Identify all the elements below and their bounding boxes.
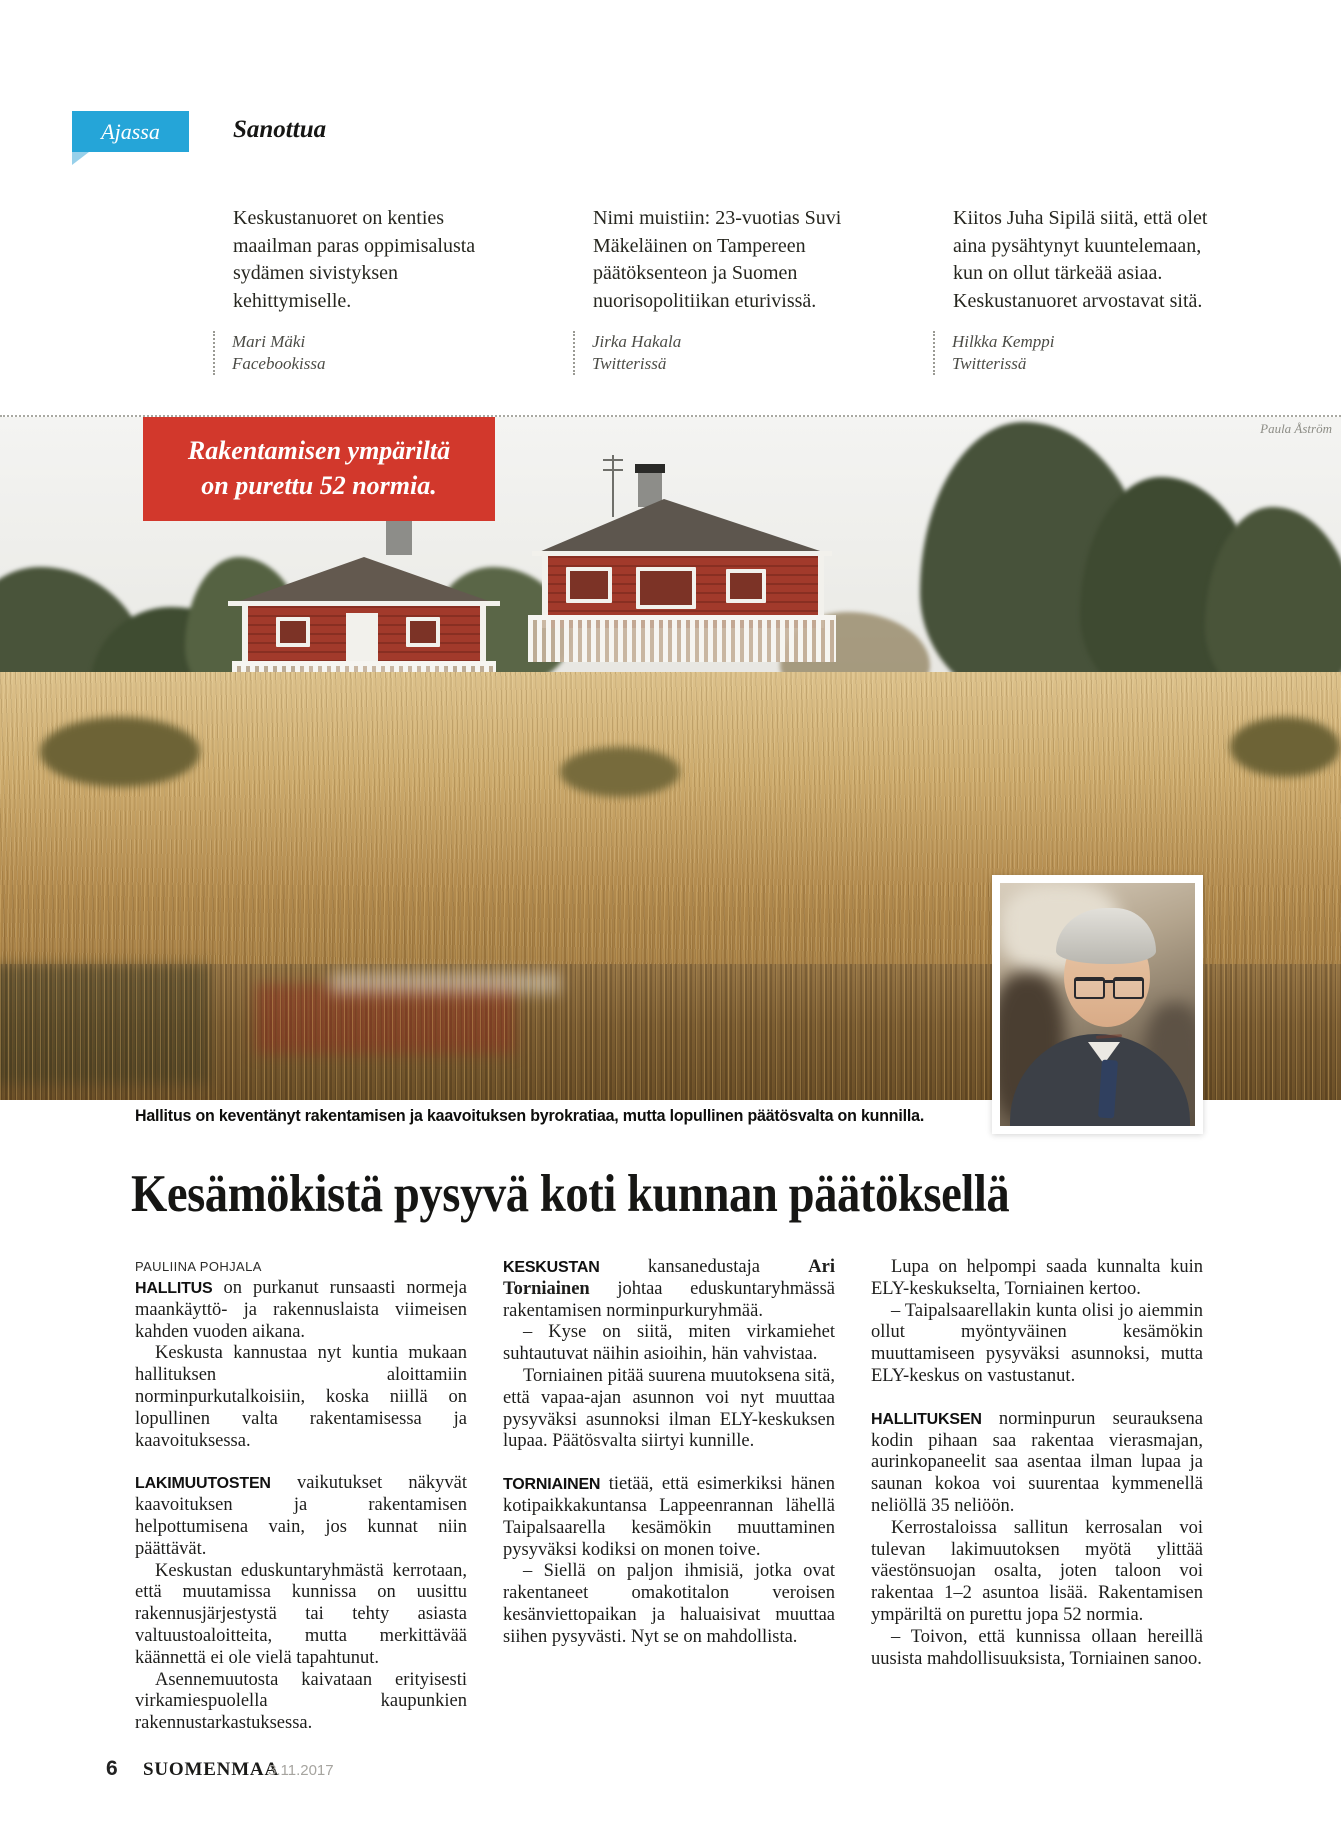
corner-board <box>480 606 486 666</box>
shrub <box>1230 717 1340 777</box>
article-byline: PAULIINA POHJALA <box>135 1259 262 1274</box>
corner-board <box>242 606 248 666</box>
article-paragraph: Keskustan eduskuntaryhmästä kerrotaan, että muutamissa kunnissa on uusittu rakennusjärjestystä tai tehty asiasta valtuustoaloitteita, mutta merkittävää käännettä ei ole vielä tapahtunut. <box>135 1560 467 1668</box>
shrub <box>40 717 200 787</box>
window <box>406 617 440 647</box>
article-column-1 <box>135 1257 467 1735</box>
photo-caption: Hallitus on keventänyt rakentamisen ja kaavoituksen byrokratiaa, mutta lopullinen päätösvalta on kunnilla. <box>135 1106 925 1125</box>
quote-text: Kiitos Juha Sipilä siitä, että olet aina pysähtynyt kuuntelemaan, kun on ollut tärkeää asiaa. Keskustanuoret arvostavat sitä. <box>953 207 1208 312</box>
quote-text: Keskustanuoret on kenties maailman paras oppimisalusta sydämen sivistyksen kehittymiselle. <box>233 207 476 312</box>
glasses <box>1074 977 1146 997</box>
quote-attribution <box>573 331 865 375</box>
door <box>346 613 378 666</box>
window <box>636 567 696 609</box>
quote-source: Facebookissa <box>232 354 326 373</box>
article-paragraph: Lupa on helpompi saada kunnalta kuin ELY-keskukselta, Torniainen kertoo. <box>871 1257 1203 1299</box>
article-headline: Kesämökistä pysyvä koti kunnan päätöksellä <box>131 1165 1010 1223</box>
red-cottage-left <box>238 535 490 687</box>
glasses-lens <box>1074 977 1105 999</box>
roof <box>532 499 832 555</box>
quote-source: Twitterissä <box>592 354 667 373</box>
pull-quote-line2: on purettu 52 normia. <box>201 471 437 500</box>
quote-author: Jirka Hakala <box>592 332 682 351</box>
article-paragraph: – Taipalsaarellakin kunta olisi jo aiemmin ollut myöntyväinen kesämökin muuttamiseen pysyväksi asunnoksi, mutta ELY-keskus on vastustanut. <box>871 1300 1203 1386</box>
article-paragraph: Keskusta kannustaa nyt kuntia mukaan hallituksen aloittamiin norminpurkutalkoisiin, koska niillä on lopullinen valta rakentamisessa ja kaavoituksessa. <box>135 1343 467 1451</box>
article-paragraph: KESKUSTAN kansanedustaja Ari Torniainen johtaa eduskuntaryhmässä rakentamisen norminpurkuryhmää. <box>503 1257 835 1321</box>
window <box>726 569 766 603</box>
photo-credit: Paula Åström <box>1260 421 1332 436</box>
glasses-bridge <box>1103 980 1113 983</box>
window <box>566 567 612 603</box>
section-tab-label: Ajassa <box>101 118 160 144</box>
window <box>276 617 310 647</box>
quote-author: Hilkka Kemppi <box>952 332 1055 351</box>
quote-attribution <box>933 331 1225 375</box>
glasses-lens <box>1113 977 1144 999</box>
red-cottage-right <box>540 487 825 692</box>
roof <box>228 557 500 605</box>
article-paragraph: – Siellä on paljon ihmisiä, jotka ovat rakentaneet omakotitalon veroisen kesänviettopaikan ja haluaisivat muuttaa siihen pysyvästi. Nyt se on mahdollista. <box>503 1561 835 1647</box>
article-column-2 <box>503 1257 835 1649</box>
quote-author: Mari Mäki <box>232 332 306 351</box>
portrait-inset-photo <box>992 875 1203 1134</box>
article-paragraph: – Toivon, että kunnissa ollaan hereillä uusista mahdollisuuksista, Torniainen sanoo. <box>871 1626 1203 1669</box>
article-paragraph: HALLITUKSEN norminpurun seurauksena kodin pihaan saa rakentaa vierasmajan, aurinkopaneelit saa asentaa ilman lupaa ja saunan kokoa voi suurentaa kymmenellä neliöllä 35 neliöön. <box>871 1408 1203 1516</box>
quote-item <box>593 205 865 375</box>
quote-item <box>953 205 1225 375</box>
photo-pull-quote <box>143 417 495 521</box>
article-column-3 <box>871 1257 1203 1670</box>
quote-attribution <box>213 331 505 375</box>
section-tab <box>72 111 189 152</box>
article-paragraph: HALLITUS on purkanut runsaasti normeja maankäyttö- ja rakennuslaista viimeisen kahden vuoden aikana. <box>135 1278 467 1342</box>
section-title: Sanottua <box>233 116 327 143</box>
chimney <box>386 519 412 555</box>
article-paragraph: Torniainen pitää suurena muutoksena sitä, että vapaa-ajan asunnon voi nyt muuttaa pysyväksi asunnoksi ilman ELY-keskuksen lupaa. Päätösvalta siirtyi kunnille. <box>503 1365 835 1452</box>
article-paragraph: TORNIAINEN tietää, että esimerkiksi hänen kotipaikkakuntansa Lappeenrannan lähellä Taipalsaarella kesämökin muuttaminen pysyväksi kodiksi on monen toive. <box>503 1474 835 1560</box>
article-paragraph: LAKIMUUTOSTEN vaikutukset näkyvät kaavoituksen ja rakentamisen helpottumisena vain, jos kunnat niin päättävät. <box>135 1473 467 1559</box>
pull-quote-line1: Rakentamisen ympäriltä <box>187 436 451 465</box>
quote-source: Twitterissä <box>952 354 1027 373</box>
article-paragraph: – Kyse on siitä, miten virkamiehet suhtautuvat näihin asioihin, hän vahvistaa. <box>503 1322 835 1365</box>
quote-text: Nimi muistiin: 23-vuotias Suvi Mäkeläinen on Tampereen päätöksenteon ja Suomen nuorisopolitiikan eturivissä. <box>593 207 842 312</box>
shrub <box>560 747 680 797</box>
portrait-background <box>1000 883 1195 1126</box>
article-paragraph: Asennemuutosta kaivataan erityisesti virkamiespuolella kaupunkien rakennustarkastuksessa. <box>135 1669 467 1734</box>
article-paragraph: Kerrostaloissa sallitun kerrosalan voi tulevan lakimuutoksen myötä ylittää väestönsuojan osalta, joten taloon voi rakentaa 1–2 asuntoa lisää. Rakentamisen ympäriltä on purettu jopa 52 normia. <box>871 1517 1203 1625</box>
publication-name: SUOMENMAA <box>143 1759 279 1780</box>
deck-railing <box>528 615 836 662</box>
issue-date: 3.11.2017 <box>268 1762 334 1779</box>
quote-item <box>233 205 505 375</box>
page-number: 6 <box>106 1757 118 1780</box>
